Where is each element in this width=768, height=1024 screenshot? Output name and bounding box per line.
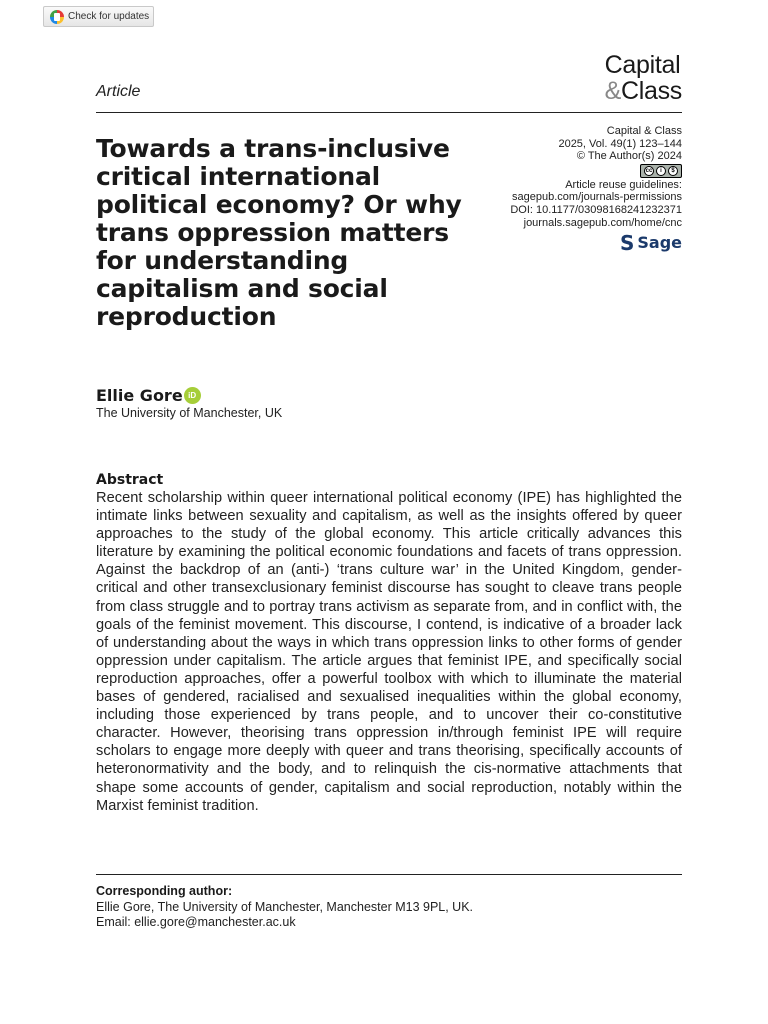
- crossmark-icon: [50, 10, 64, 24]
- check-for-updates-label: Check for updates: [68, 11, 150, 22]
- corresponding-author-email[interactable]: Email: ellie.gore@manchester.ac.uk: [96, 915, 296, 929]
- journal-logo: [605, 52, 682, 104]
- abstract-body: Recent scholarship within queer international political economy (IPE) has highlighted the intimate links between sexuality and capitalism, as well as the insights offered by queer approaches to the study of the global economy. This article critically advances this literature by examining the political economic foundations and facets of trans oppression. Against the backdrop of an (anti-) ‘trans culture war’ in the United Kingdom, gender-critical and other transexclusionary feminist discourse has sought to cleave trans people from class struggle and to portray trans activism as separate from, and in conflict with, the goals of the feminist movement. This discourse, I contend, is indicative of a broader lack of understanding about the ways in which trans oppression links to other forms of gender oppression under capitalism. The article argues that feminist IPE, and specifically social reproduction approaches, offer a powerful toolbox with which to illuminate the material bases of gendered, racialised and sexualised inequalities within the global economy, including those experienced by trans people, and to uncover their co-constitutive character. However, theorising trans oppression in/through feminist IPE will require scholars to engage more deeply with queer and trans theorising, specifically accounts of heteronormativity and the body, and to relinquish the cis-normative attachments that shape some accounts of gender, capitalism and social reproduction, notably within the Marxist feminist tradition.: [96, 490, 682, 814]
- author-affiliation: The University of Manchester, UK: [96, 406, 283, 420]
- corresponding-author-heading: Corresponding author:: [96, 884, 233, 898]
- corresponding-author-address: Ellie Gore, The University of Manchester, Manchester M13 9PL, UK.: [96, 900, 474, 914]
- article-title: Towards a trans-inclusive critical international political economy? Or why trans oppression matters for understanding capitalism and social reproduction: [96, 134, 462, 331]
- nc-icon: $: [668, 166, 678, 176]
- sage-s-icon: S: [619, 231, 635, 256]
- check-for-updates-button[interactable]: [43, 6, 154, 27]
- cc-icon: cc: [645, 167, 653, 174]
- copyright-notice: © The Author(s) 2024: [576, 150, 682, 163]
- abstract-heading: Abstract: [96, 472, 164, 488]
- journal-logo-line1: Capital: [604, 51, 681, 79]
- orcid-icon[interactable]: iD: [184, 387, 201, 404]
- journal-home-link[interactable]: journals.sagepub.com/home/cnc: [523, 216, 682, 229]
- cc-license-badge[interactable]: [640, 164, 682, 178]
- reuse-guidelines-label: Article reuse guidelines:: [565, 178, 682, 191]
- author-name-row: [96, 386, 201, 405]
- journal-logo-line2: [605, 78, 682, 104]
- header-divider: [96, 112, 682, 113]
- reuse-guidelines-link[interactable]: sagepub.com/journals-permissions: [512, 191, 682, 204]
- volume-info: 2025, Vol. 49(1) 123–144: [558, 137, 682, 150]
- article-type-label: Article: [96, 83, 141, 100]
- journal-name: Capital & Class: [606, 125, 682, 137]
- journal-logo-ampersand: &: [604, 77, 621, 105]
- doi[interactable]: DOI: 10.1177/03098168241232371: [510, 203, 682, 216]
- footer-divider: [96, 874, 682, 875]
- publisher-name: Sage: [637, 232, 682, 252]
- journal-logo-class: Class: [620, 77, 682, 105]
- publication-meta: [510, 125, 682, 254]
- license-badge-row: [510, 163, 682, 179]
- author-name: Ellie Gore: [96, 386, 183, 405]
- by-icon: i: [656, 166, 666, 176]
- publisher-logo: [619, 231, 682, 256]
